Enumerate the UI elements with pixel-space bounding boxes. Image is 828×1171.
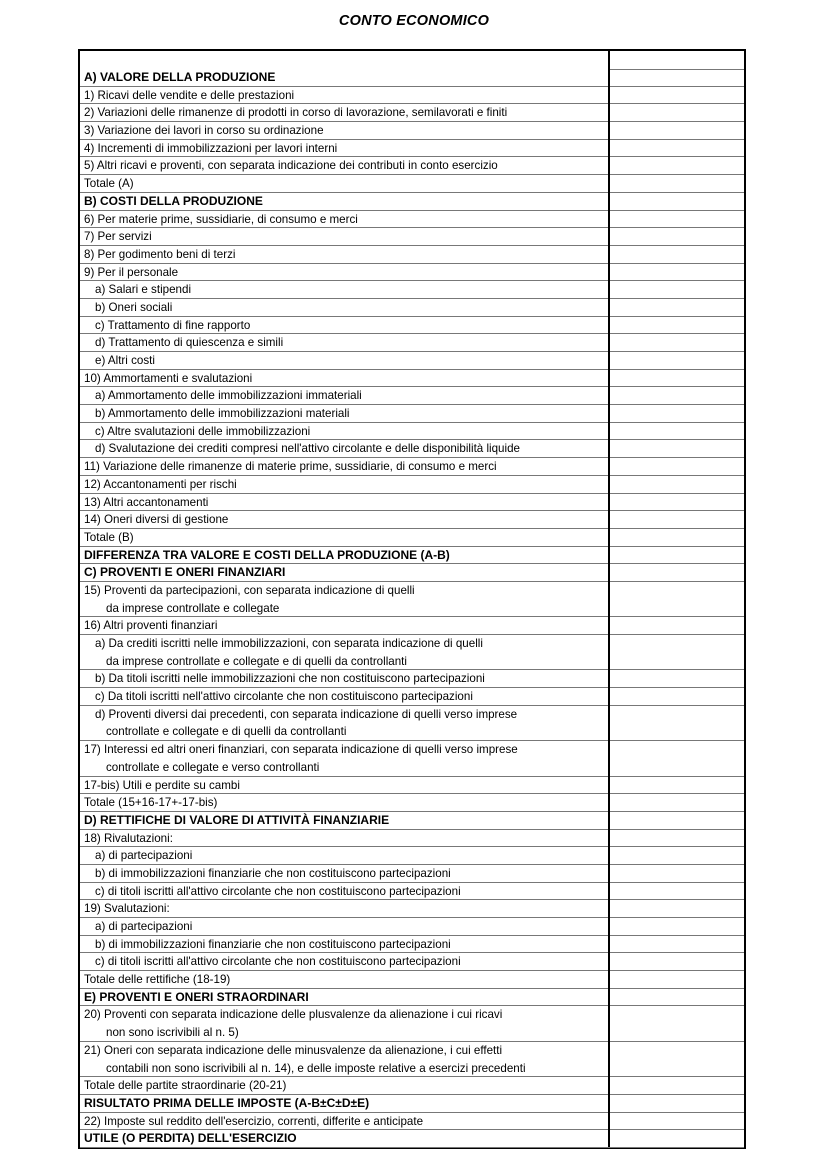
- table-row: [80, 883, 744, 901]
- table-row: [80, 865, 744, 883]
- table-row: [80, 600, 744, 618]
- row-value-cell: [608, 1113, 744, 1131]
- row-label: d) Trattamento di quiescenza e simili: [80, 334, 608, 352]
- row-value-cell: [608, 511, 744, 529]
- row-value-cell: [608, 405, 744, 423]
- row-value-cell: [608, 1095, 744, 1113]
- table-row: [80, 140, 744, 158]
- row-value-cell: [608, 777, 744, 795]
- row-value-cell: [608, 387, 744, 405]
- row-label: b) Da titoli iscritti nelle immobilizzazioni che non costituiscono partecipazioni: [80, 670, 608, 688]
- row-value-cell: [608, 69, 744, 87]
- column-divider: [608, 51, 610, 1147]
- row-value-cell: [608, 1042, 744, 1060]
- row-label: Totale (B): [80, 529, 608, 547]
- table-row: [80, 1077, 744, 1095]
- row-label: contabili non sono iscrivibili al n. 14), e delle imposte relative a esercizi precedenti: [80, 1060, 608, 1078]
- row-label: a) Salari e stipendi: [80, 281, 608, 299]
- row-label: b) Oneri sociali: [80, 299, 608, 317]
- row-label: Totale (15+16-17+-17-bis): [80, 794, 608, 812]
- row-label: 5) Altri ricavi e proventi, con separata indicazione dei contributi in conto esercizio: [80, 157, 608, 175]
- table-row: [80, 228, 744, 246]
- table-row: [80, 1060, 744, 1078]
- row-value-cell: [608, 140, 744, 158]
- table-row: [80, 370, 744, 388]
- row-value-cell: [608, 157, 744, 175]
- row-value-cell: [608, 228, 744, 246]
- row-value-cell: [608, 564, 744, 582]
- row-label: D) RETTIFICHE DI VALORE DI ATTIVITÀ FINANZIARIE: [80, 812, 608, 830]
- row-value-cell: [608, 175, 744, 193]
- row-label: a) Da crediti iscritti nelle immobilizzazioni, con separata indicazione di quelli: [95, 637, 483, 650]
- table-row: [80, 794, 744, 812]
- row-value-cell: [608, 211, 744, 229]
- row-label: 16) Altri proventi finanziari: [80, 617, 608, 635]
- row-value-cell: [608, 246, 744, 264]
- row-label: c) Da titoli iscritti nell'attivo circolante che non costituiscono partecipazioni: [80, 688, 608, 706]
- row-label: da imprese controllate e collegate: [80, 600, 608, 618]
- row-label: controllate e collegate e verso controllanti: [80, 759, 608, 777]
- row-value-cell: [608, 653, 744, 671]
- table-row: [80, 352, 744, 370]
- table-row: [80, 511, 744, 529]
- table-row: [80, 723, 744, 741]
- table-row: [80, 918, 744, 936]
- row-label: 21) Oneri con separata indicazione delle minusvalenze da alienazione, i cui effetti: [84, 1043, 503, 1057]
- table-row: [80, 635, 744, 653]
- table-row: [80, 670, 744, 688]
- table-row: [80, 405, 744, 423]
- row-value-cell: [608, 122, 744, 140]
- table-rows: [80, 69, 744, 1148]
- row-label: da imprese controllate e collegate e di quelli da controllanti: [80, 653, 608, 671]
- table-row: [80, 211, 744, 229]
- table-row: [80, 122, 744, 140]
- row-label: e) Altri costi: [80, 352, 608, 370]
- row-label: 3) Variazione dei lavori in corso su ordinazione: [80, 122, 608, 140]
- row-value-cell: [608, 794, 744, 812]
- row-label: Totale delle rettifiche (18-19): [80, 971, 608, 989]
- table-row: [80, 87, 744, 105]
- row-value-cell: [608, 281, 744, 299]
- row-value-cell: [608, 458, 744, 476]
- row-value-cell: [608, 617, 744, 635]
- income-statement-table: [78, 49, 746, 1149]
- row-value-cell: [608, 635, 744, 653]
- table-row: [80, 281, 744, 299]
- table-row: [80, 104, 744, 122]
- row-label: a) Ammortamento delle immobilizzazioni immateriali: [80, 387, 608, 405]
- row-value-cell: [608, 865, 744, 883]
- table-row: [80, 494, 744, 512]
- row-label: 11) Variazione delle rimanenze di materie prime, sussidiarie, di consumo e merci: [80, 458, 608, 476]
- table-row: [80, 953, 744, 971]
- row-value-cell: [608, 476, 744, 494]
- section-heading-row: [80, 69, 744, 87]
- row-value-cell: [608, 953, 744, 971]
- row-value-cell: [608, 900, 744, 918]
- row-label: controllate e collegate e di quelli da controllanti: [80, 723, 608, 741]
- row-value-cell: [608, 706, 744, 724]
- row-label: c) Trattamento di fine rapporto: [80, 317, 608, 335]
- section-heading-row: [80, 989, 744, 1007]
- row-label: 9) Per il personale: [80, 264, 608, 282]
- section-heading-row: [80, 812, 744, 830]
- row-label: 15) Proventi da partecipazioni, con separata indicazione di quelli: [84, 583, 415, 597]
- row-value-cell: [608, 334, 744, 352]
- table-row: [80, 175, 744, 193]
- row-label: 20) Proventi con separata indicazione delle plusvalenze da alienazione i cui ricavi: [84, 1008, 503, 1022]
- section-heading-row: [80, 1095, 744, 1113]
- document-title: CONTO ECONOMICO: [338, 13, 490, 29]
- table-row: [80, 847, 744, 865]
- row-label: 1) Ricavi delle vendite e delle prestazioni: [80, 87, 608, 105]
- table-row: [80, 1113, 744, 1131]
- row-label: a) di partecipazioni: [80, 847, 608, 865]
- row-value-cell: [608, 759, 744, 777]
- row-label: 13) Altri accantonamenti: [80, 494, 608, 512]
- row-value-cell: [608, 918, 744, 936]
- row-value-cell: [608, 104, 744, 122]
- table-row: [80, 688, 744, 706]
- row-value-cell: [608, 971, 744, 989]
- row-value-cell: [608, 547, 744, 565]
- table-row: [80, 1042, 744, 1060]
- table-row: [80, 971, 744, 989]
- row-label: E) PROVENTI E ONERI STRAORDINARI: [80, 989, 608, 1007]
- table-row: [80, 157, 744, 175]
- row-label: 4) Incrementi di immobilizzazioni per lavori interni: [80, 140, 608, 158]
- row-value-cell: [608, 529, 744, 547]
- row-value-cell: [608, 688, 744, 706]
- table-row: [80, 582, 744, 600]
- row-label: 12) Accantonamenti per rischi: [80, 476, 608, 494]
- table-row: [80, 1006, 744, 1024]
- row-label: a) di partecipazioni: [80, 918, 608, 936]
- row-label: c) di titoli iscritti all'attivo circolante che non costituiscono partecipazioni: [80, 883, 608, 901]
- row-label: Totale delle partite straordinarie (20-21): [80, 1077, 608, 1095]
- row-label: b) di immobilizzazioni finanziarie che non costituiscono partecipazioni: [80, 936, 608, 954]
- row-value-cell: [608, 812, 744, 830]
- row-value-cell: [608, 1077, 744, 1095]
- table-row: [80, 617, 744, 635]
- table-row: [80, 334, 744, 352]
- row-label: c) Altre svalutazioni delle immobilizzazioni: [80, 423, 608, 441]
- row-label: b) di immobilizzazioni finanziarie che non costituiscono partecipazioni: [80, 865, 608, 883]
- row-label: 18) Rivalutazioni:: [80, 830, 608, 848]
- section-heading-row: [80, 193, 744, 211]
- row-value-cell: [608, 1006, 744, 1024]
- row-value-cell: [608, 352, 744, 370]
- row-label: 8) Per godimento beni di terzi: [80, 246, 608, 264]
- row-label: b) Ammortamento delle immobilizzazioni materiali: [80, 405, 608, 423]
- table-row: [80, 458, 744, 476]
- row-value-cell: [608, 317, 744, 335]
- row-label: d) Svalutazione dei crediti compresi nell'attivo circolante e delle disponibilità liquide: [80, 440, 608, 458]
- table-row: [80, 741, 744, 759]
- row-label: d) Proventi diversi dai precedenti, con separata indicazione di quelli verso imprese: [95, 707, 518, 721]
- row-label: 17) Interessi ed altri oneri finanziari, con separata indicazione di quelli verso imprese: [84, 743, 518, 757]
- row-label: 19) Svalutazioni:: [80, 900, 608, 918]
- table-row: [80, 900, 744, 918]
- row-value-cell: [608, 87, 744, 105]
- table-row: [80, 653, 744, 671]
- table-row: [80, 759, 744, 777]
- row-label: DIFFERENZA TRA VALORE E COSTI DELLA PRODUZIONE (A-B): [80, 547, 608, 565]
- row-value-cell: [608, 582, 744, 600]
- row-label: 2) Variazioni delle rimanenze di prodotti in corso di lavorazione, semilavorati e finiti: [80, 104, 608, 122]
- row-value-cell: [608, 670, 744, 688]
- row-value-cell: [608, 1024, 744, 1042]
- row-label: 14) Oneri diversi di gestione: [80, 511, 608, 529]
- row-label: Totale (A): [80, 175, 608, 193]
- table-row: [80, 317, 744, 335]
- row-value-cell: [608, 847, 744, 865]
- row-value-cell: [608, 830, 744, 848]
- row-value-cell: [608, 494, 744, 512]
- section-heading-row: [80, 1130, 744, 1148]
- row-label: 17-bis) Utili e perdite su cambi: [80, 777, 608, 795]
- row-label: C) PROVENTI E ONERI FINANZIARI: [80, 564, 608, 582]
- row-label: non sono iscrivibili al n. 5): [80, 1024, 608, 1042]
- row-label: 7) Per servizi: [80, 228, 608, 246]
- table-row: [80, 264, 744, 282]
- row-label: 22) Imposte sul reddito dell'esercizio, correnti, differite e anticipate: [80, 1113, 608, 1131]
- row-value-cell: [608, 423, 744, 441]
- table-row: [80, 440, 744, 458]
- row-value-cell: [608, 883, 744, 901]
- row-value-cell: [608, 723, 744, 741]
- row-label: B) COSTI DELLA PRODUZIONE: [80, 193, 608, 211]
- table-row: [80, 706, 744, 724]
- row-label: 10) Ammortamenti e svalutazioni: [80, 370, 608, 388]
- row-value-cell: [608, 1060, 744, 1078]
- row-value-cell: [608, 370, 744, 388]
- row-value-cell: [608, 264, 744, 282]
- table-row: [80, 299, 744, 317]
- row-value-cell: [608, 741, 744, 759]
- table-row: [80, 777, 744, 795]
- table-row: [80, 936, 744, 954]
- row-label: A) VALORE DELLA PRODUZIONE: [80, 69, 608, 87]
- table-row: [80, 1024, 744, 1042]
- row-value-cell: [608, 989, 744, 1007]
- table-row: [80, 529, 744, 547]
- section-heading-row: [80, 564, 744, 582]
- row-value-cell: [608, 193, 744, 211]
- row-label: RISULTATO PRIMA DELLE IMPOSTE (A-B±C±D±E): [80, 1095, 608, 1113]
- table-row: [80, 476, 744, 494]
- row-value-cell: [608, 299, 744, 317]
- row-value-cell: [608, 440, 744, 458]
- row-value-cell: [608, 600, 744, 618]
- table-row: [80, 246, 744, 264]
- table-header-spacer: [80, 51, 744, 69]
- row-value-cell: [608, 1130, 744, 1148]
- table-row: [80, 830, 744, 848]
- row-label: UTILE (O PERDITA) DELL'ESERCIZIO: [80, 1130, 608, 1148]
- table-row: [80, 423, 744, 441]
- row-label: 6) Per materie prime, sussidiarie, di consumo e merci: [80, 211, 608, 229]
- row-label: c) di titoli iscritti all'attivo circolante che non costituiscono partecipazioni: [80, 953, 608, 971]
- table-row: [80, 387, 744, 405]
- row-value-cell: [608, 936, 744, 954]
- section-heading-row: [80, 547, 744, 565]
